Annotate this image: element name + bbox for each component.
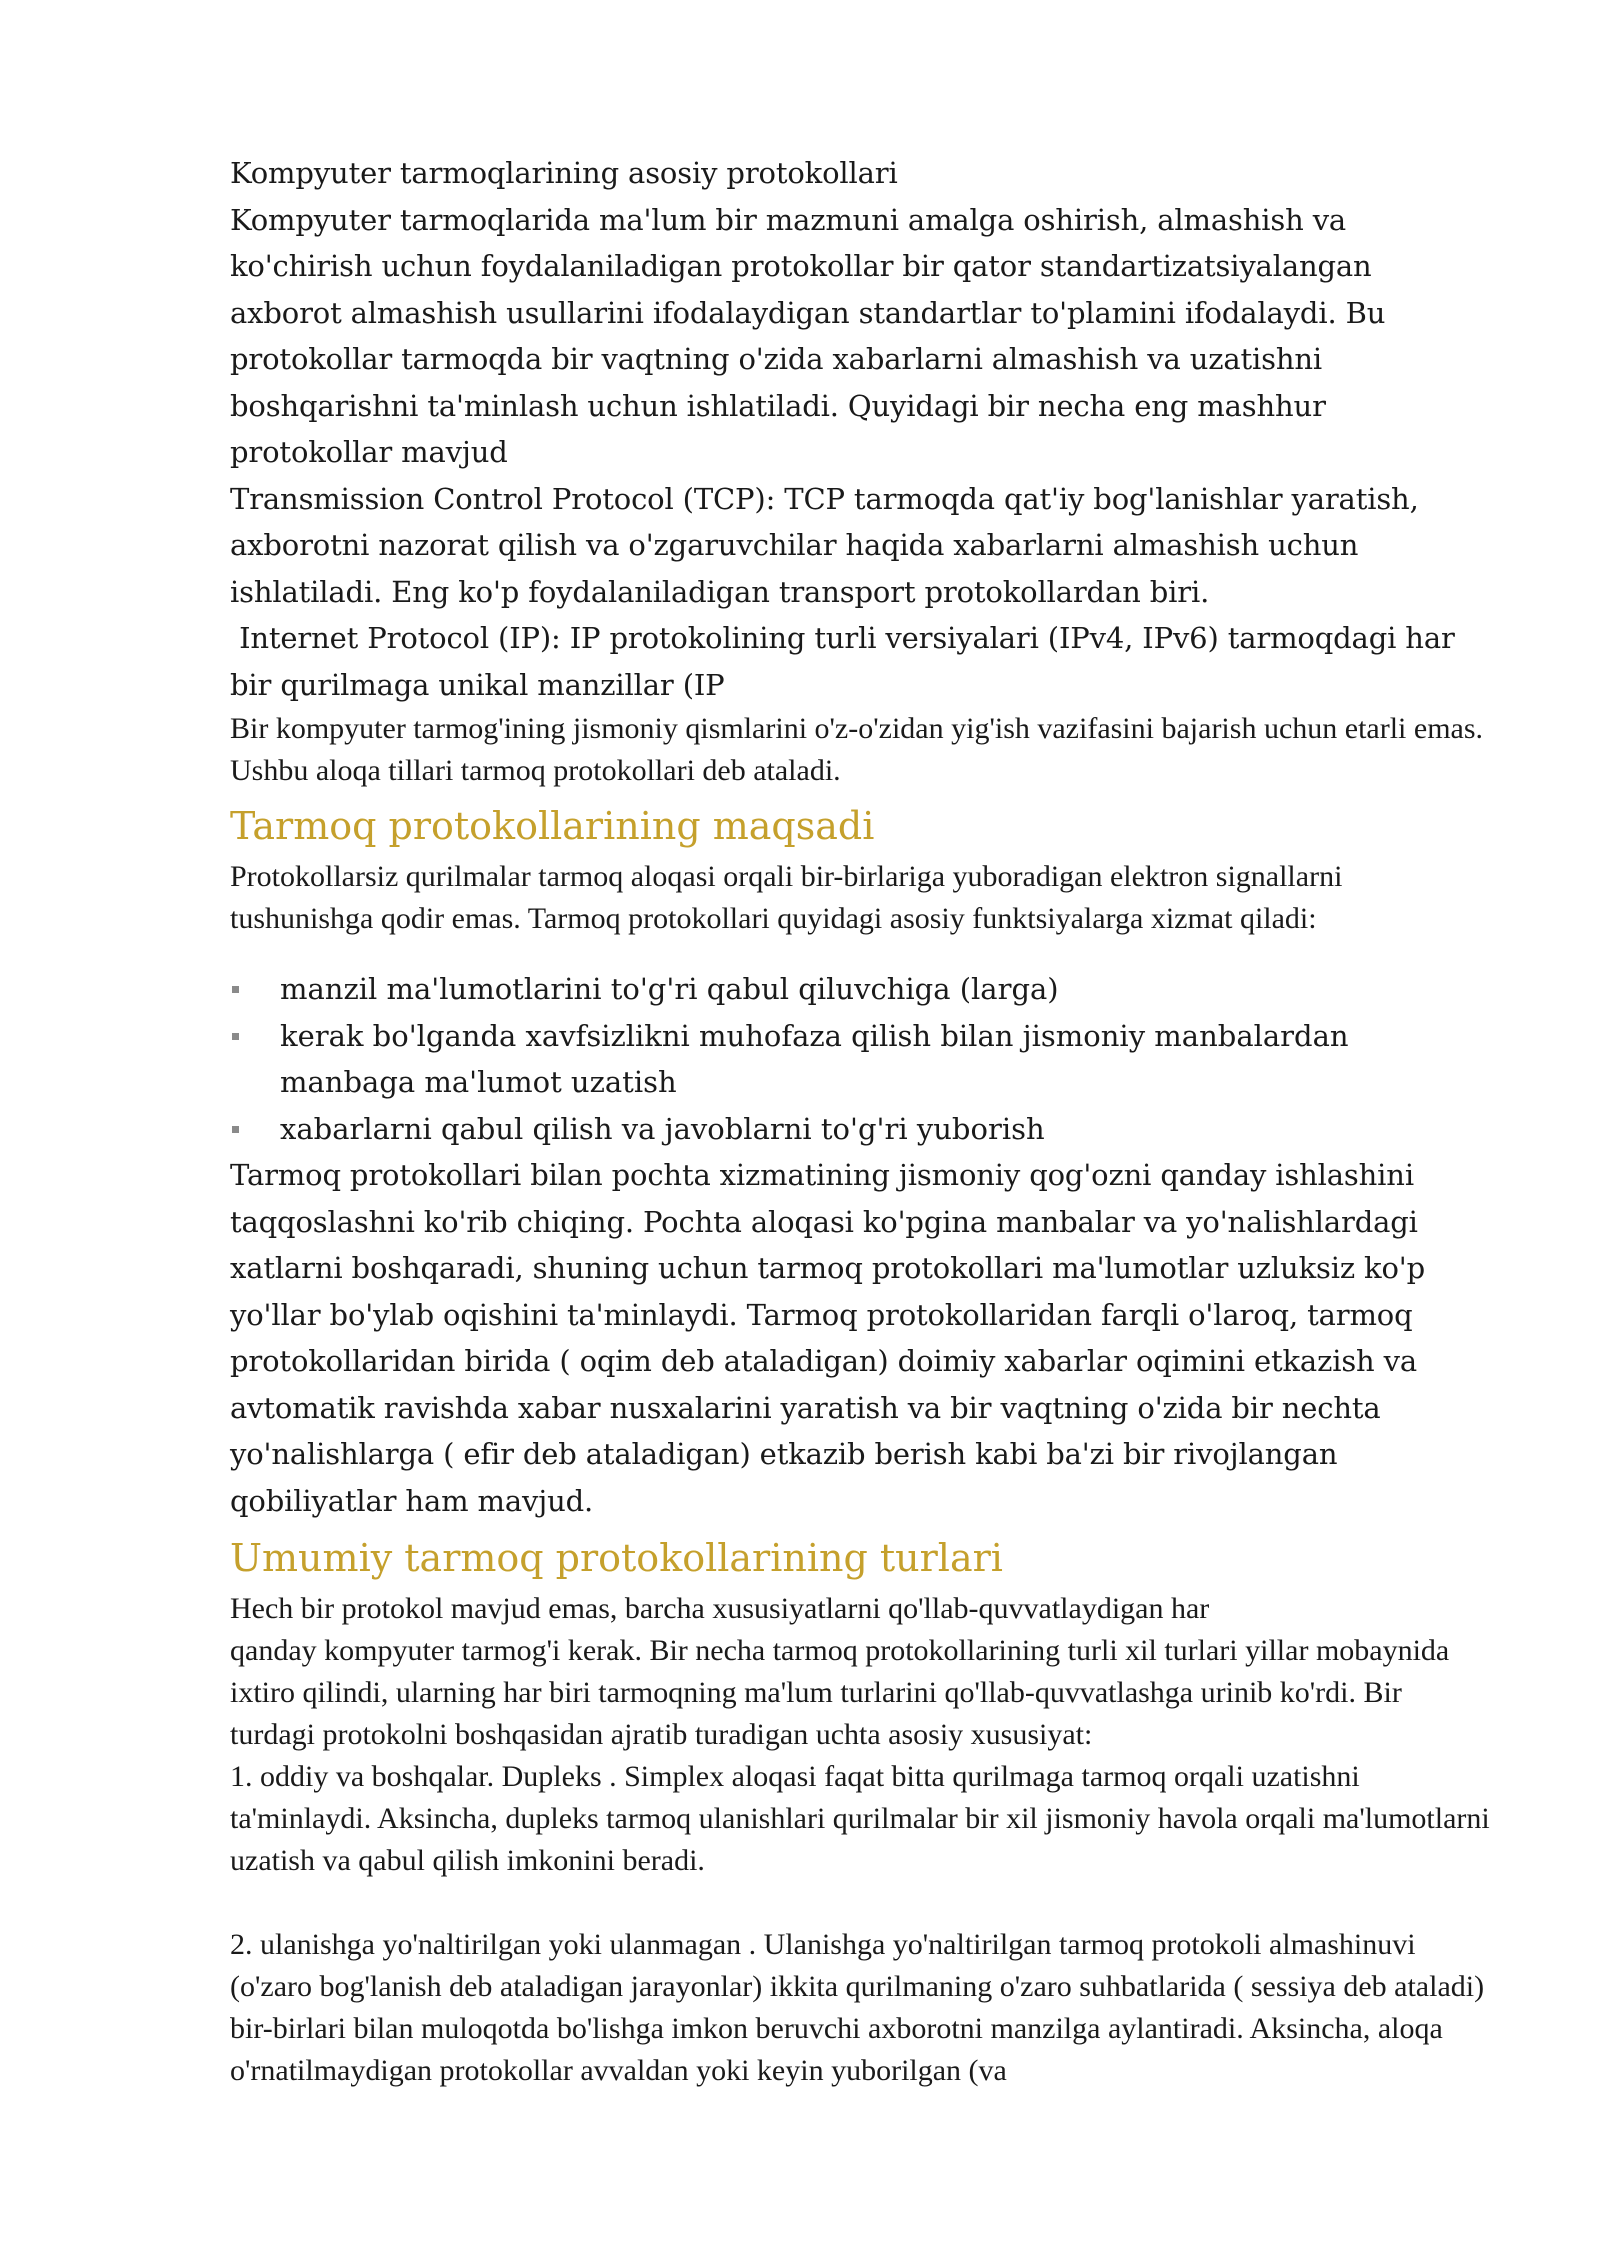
intro-block [230,150,1490,708]
document-title: Kompyuter tarmoqlarining asosiy protokollari [230,156,898,190]
list-item-text: kerak bo'lganda xavfsizlikni muhofaza qilish bilan jismoniy manbalardan manbaga ma'lumot uzatish [280,1018,1349,1099]
paragraph-spacer [230,1882,1490,1924]
functions-list [230,966,1490,1152]
postal-comparison-paragraph: Tarmoq protokollari bilan pochta xizmatining jismoniy qog'ozni qanday ishlashini taqqoslashni ko'rib chiqing. Pochta aloqasi ko'pgina manbalar va yo'nalishlardagi xatlarni boshqaradi, shuning uchun tarmoq protokollari ma'lumotlar uzluksiz ko'p yo'llar bo'ylab oqishini ta'minlaydi. Tarmoq protokollaridan farqli o'laroq, tarmoq protokollaridan birida ( oqim deb ataladigan) doimiy xabarlar oqimini etkazish va avtomatik ravishda xabar nusxalarini yaratish va bir vaqtning o'zida bir nechta yo'nalishlarga ( efir deb ataladigan) etkazib berish kabi ba'zi bir rivojlangan qobiliyatlar ham mavjud. [230,1158,1426,1518]
purpose-paragraph: Protokollarsiz qurilmalar tarmoq aloqasi orqali bir-birlariga yuboradigan elektron signallarni tushunishga qodir emas. Tarmoq protokollari quyidagi asosiy funktsiyalarga xizmat qiladi: [230,860,1343,935]
tcp-paragraph: Transmission Control Protocol (TCP): TCP tarmoqda qat'iy bog'lanishlar yaratish, axborotni nazorat qilish va o'zgaruvchilar haqida xabarlarni almashish uchun ishlatiladi. Eng ko'p foydalaniladigan transport protokollardan biri. [230,481,1419,609]
section-heading-purpose: Tarmoq protokollarining maqsadi [230,804,875,848]
square-bullet-icon [232,986,239,993]
square-bullet-icon [232,1126,239,1133]
square-bullet-icon [232,1033,239,1040]
protocols-definition-paragraph: Bir kompyuter tarmog'ining jismoniy qismlarini o'z-o'zidan yig'ish vazifasini bajarish uchun etarli emas. Ushbu aloqa tillari tarmoq protokollari deb ataladi. [230,712,1484,787]
list-item [230,1106,1490,1153]
intro-paragraph: Kompyuter tarmoqlarida ma'lum bir mazmuni amalga oshirish, almashish va ko'chirish uchun foydalaniladigan protokollar bir qator standartizatsiyalangan axborot almashish usullarini ifodalaydigan standartlar to'plamini ifodalaydi. Bu protokollar tarmoqda bir vaqtning o'zida xabarlarni almashish va uzatishni boshqarishni ta'minlash uchun ishlatiladi. Quyidagi bir necha eng mashhur protokollar mavjud [230,202,1386,469]
list-item-text: manzil ma'lumotlarini to'g'ri qabul qiluvchiga (larga) [280,972,1059,1006]
list-item [230,966,1490,1013]
document-page [230,150,1490,2092]
types-intro-paragraph [230,1588,1490,1756]
types-intro-rest: qanday kompyuter tarmog'i kerak. Bir necha tarmoq protokollarining turli xil turlari yillar mobaynida ixtiro qilindi, ularning har biri tarmoqning ma'lum turlarini qo'llab-quvvatlashga urinib ko'rdi. Bir turdagi protokolni boshqasidan ajratib turadigan uchta asosiy xususiyat: [230,1634,1450,1751]
duplex-item: 1. oddiy va boshqalar. Dupleks . Simplex aloqasi faqat bitta qurilmaga tarmoq orqali uzatishni ta'minlaydi. Aksincha, dupleks tarmoq ulanishlari qurilmalar bir xil jismoniy havola orqali ma'lumotlarni uzatish va qabul qilish imkonini beradi. [230,1760,1490,1877]
connection-oriented-item: 2. ulanishga yo'naltirilgan yoki ulanmagan . Ulanishga yo'naltirilgan tarmoq protokoli almashinuvi (o'zaro bog'lanish deb ataladigan jarayonlar) ikkita qurilmaning o'zaro suhbatlarida ( sessiya deb ataladi) bir-birlari bilan muloqotda bo'lishga imkon beruvchi axborotni manzilga aylantiradi. Aksincha, aloqa o'rnatilmaydigan protokollar avvaldan yoki keyin yuborilgan (va [230,1928,1485,2087]
types-intro-first-line: Hech bir protokol mavjud emas, barcha xususiyatlarni qo'llab-quvvatlaydigan har [230,1592,1210,1625]
list-item [230,1013,1490,1106]
list-item-text: xabarlarni qabul qilish va javoblarni to'g'ri yuborish [280,1111,1045,1146]
section-heading-types: Umumiy tarmoq protokollarining turlari [230,1536,1003,1580]
ip-paragraph: Internet Protocol (IP): IP protokolining turli versiyalari (IPv4, IPv6) tarmoqdagi har bir qurilmaga unikal manzillar (IP [230,621,1464,702]
